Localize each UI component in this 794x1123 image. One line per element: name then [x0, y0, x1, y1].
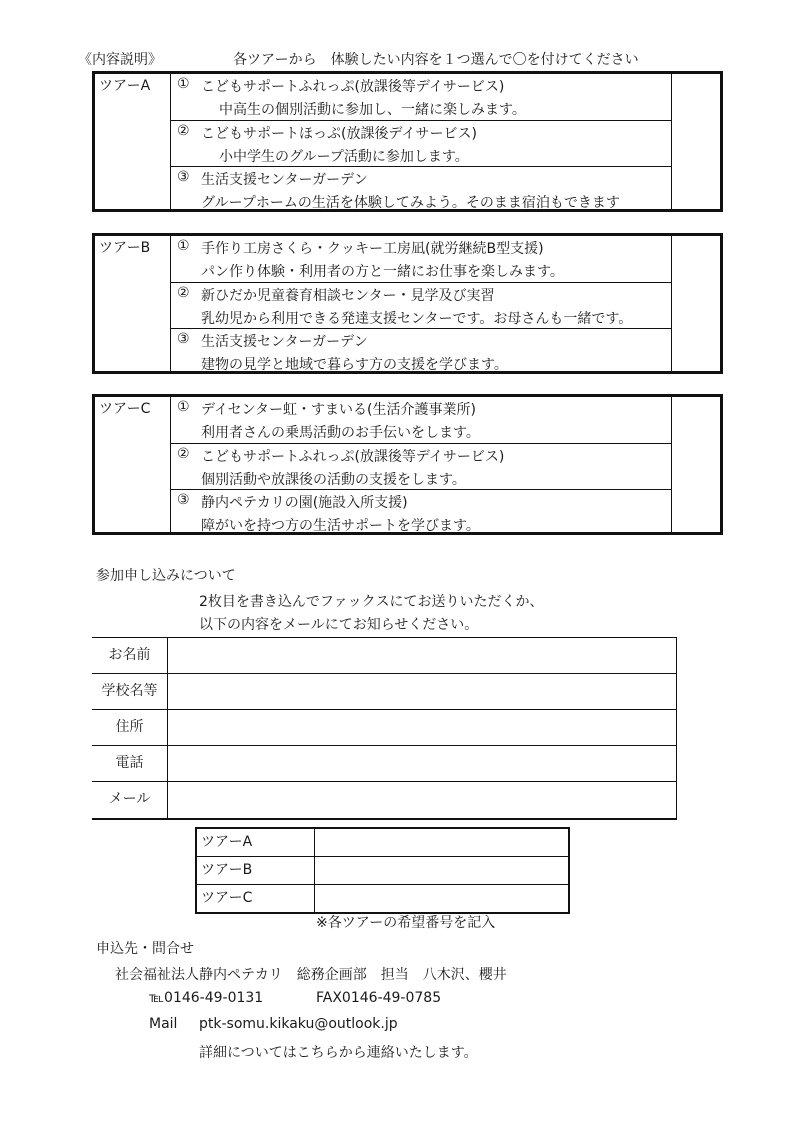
tour-a-item-1[interactable] — [171, 74, 671, 120]
choice-row-b[interactable] — [197, 857, 568, 885]
form-row-address[interactable] — [92, 710, 676, 746]
instruction-text: 各ツアーから 体験したい内容を１つ選んで〇を付けてください — [233, 52, 639, 68]
application-line-1: 2枚目を書き込んでファックスにてお送りいただくか、 — [199, 594, 544, 610]
contact-note: 詳細についてはこちらから連絡いたします。 — [199, 1045, 478, 1061]
tour-c-item-1[interactable] — [171, 397, 671, 443]
item-number: ③ — [177, 331, 190, 347]
item-number: ③ — [177, 492, 190, 508]
item-description: 乳幼児から利用できる発達支援センターです。お母さんも一緒です。 — [201, 311, 633, 327]
item-number: ① — [177, 399, 190, 415]
contact-mail-link[interactable]: ptk-somu.kikaku@outlook.jp — [199, 1016, 398, 1032]
item-number: ① — [177, 238, 190, 254]
item-title: こどもサポートふれっぷ(放課後等デイサービス) — [201, 79, 505, 95]
form-row-email[interactable] — [92, 782, 676, 820]
form-label-phone: 電話 — [92, 746, 168, 781]
application-line-2: 以下の内容をメールにてお知らせください。 — [199, 617, 479, 633]
tour-b-label: ツアーB — [99, 240, 151, 256]
tour-a-item-2[interactable] — [171, 120, 671, 166]
form-row-phone[interactable] — [92, 746, 676, 782]
item-title: 新ひだか児童養育相談センター・見学及び実習 — [201, 288, 495, 304]
tour-c-label-cell — [95, 397, 171, 532]
contact-heading: 申込先・問合せ — [96, 941, 194, 957]
item-description: 中高生の個別活動に参加し、一緒に楽しみます。 — [219, 102, 526, 118]
choice-row-a[interactable] — [197, 829, 568, 857]
item-number: ① — [177, 76, 190, 92]
tour-c-check-column — [671, 397, 720, 532]
form-row-school[interactable] — [92, 674, 676, 710]
item-description: 障がいを持つ方の生活サポートを学びます。 — [201, 518, 480, 534]
tour-b-item-2[interactable] — [171, 282, 671, 328]
choice-label-c: ツアーC — [197, 885, 315, 912]
item-description: パン作り体験・利用者の方と一緒にお仕事を楽しみます。 — [201, 264, 564, 280]
item-number: ② — [177, 446, 190, 462]
item-number: ② — [177, 285, 190, 301]
contact-org: 社会福祉法人静内ペテカリ 総務企画部 担当 八木沢、櫻井 — [115, 967, 507, 983]
form-label-email: メール — [92, 782, 168, 818]
item-title: 生活支援センターガーデン — [201, 172, 368, 188]
tour-b-item-1[interactable] — [171, 236, 671, 282]
contact-mail-label: Mail — [149, 1016, 178, 1032]
choice-label-a: ツアーA — [197, 829, 315, 856]
tour-c-label: ツアーC — [99, 401, 151, 417]
item-title: デイセンター虹・すまいる(生活介護事業所) — [201, 402, 476, 418]
tour-a-item-3[interactable] — [171, 166, 671, 209]
tour-c-table — [92, 394, 723, 535]
item-description: 利用者さんの乗馬活動のお手伝いをします。 — [201, 425, 480, 441]
choice-row-c[interactable] — [197, 885, 568, 912]
form-label-address: 住所 — [92, 710, 168, 745]
item-description: グループホームの生活を体験してみよう。そのまま宿泊もできます — [201, 195, 620, 211]
tour-a-label: ツアーA — [99, 78, 151, 94]
item-number: ③ — [177, 169, 190, 185]
tour-b-label-cell — [95, 236, 171, 371]
form-row-name[interactable] — [92, 638, 676, 674]
application-form — [92, 637, 677, 820]
contact-fax: FAX0146-49-0785 — [316, 990, 442, 1006]
tour-a-table — [92, 71, 723, 212]
tour-c-item-3[interactable] — [171, 489, 671, 532]
tour-b-item-3[interactable] — [171, 328, 671, 371]
tour-a-label-cell — [95, 74, 171, 209]
choice-note: ※各ツアーの希望番号を記入 — [316, 915, 496, 931]
item-description: 建物の見学と地域で暮らす方の支援を学びます。 — [201, 357, 508, 373]
tour-a-check-column — [671, 74, 720, 209]
application-heading: 参加申し込みについて — [96, 568, 236, 584]
item-description: 個別活動や放課後の活動の支援をします。 — [201, 472, 466, 488]
choice-label-b: ツアーB — [197, 857, 315, 884]
item-number: ② — [177, 123, 190, 139]
item-title: 生活支援センターガーデン — [201, 334, 368, 350]
contact-tel: ℡0146-49-0131 — [149, 990, 264, 1006]
form-label-name: お名前 — [92, 638, 168, 673]
item-title: こどもサポートふれっぷ(放課後等デイサービス) — [201, 449, 505, 465]
item-title: こどもサポートほっぷ(放課後デイサービス) — [201, 126, 477, 142]
item-title: 手作り工房さくら・クッキー工房凪(就労継続B型支援) — [201, 241, 544, 257]
tour-choice-table — [195, 827, 570, 914]
section-label: 《内容説明》 — [78, 52, 162, 68]
tour-c-item-2[interactable] — [171, 443, 671, 489]
form-label-school: 学校名等 — [92, 674, 168, 709]
item-title: 静内ペテカリの園(施設入所支援) — [201, 495, 408, 511]
tour-b-table — [92, 233, 723, 374]
tour-b-check-column — [671, 236, 720, 371]
item-description: 小中学生のグループ活動に参加します。 — [219, 149, 469, 165]
